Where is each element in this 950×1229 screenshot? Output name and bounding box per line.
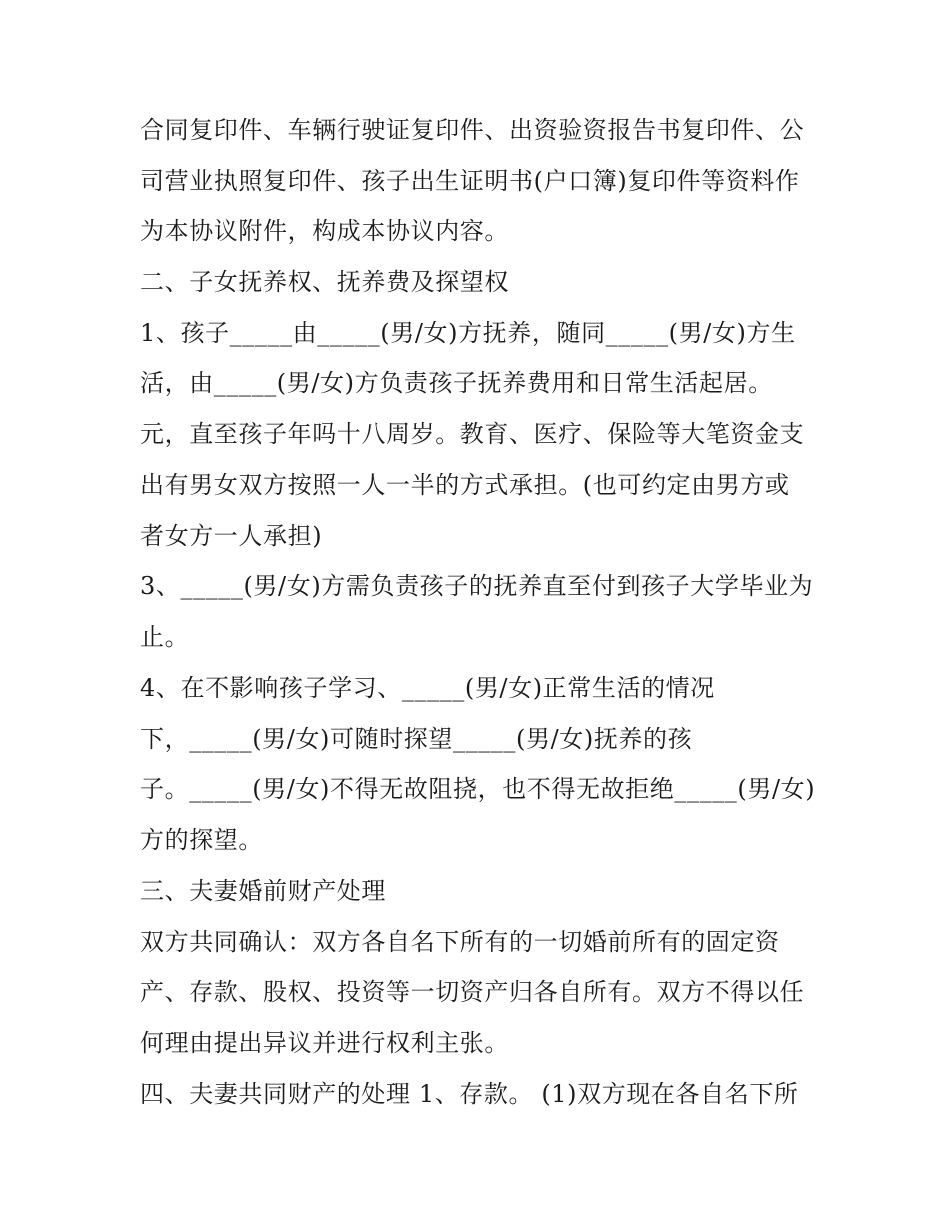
text-line-5: 1、孩子_____由_____(男/女)方抚养，随同_____(男/女)方生 (140, 319, 796, 347)
text-line-12: 4、在不影响孩子学习、_____(男/女)正常生活的情况 (140, 674, 715, 702)
text-line-11: 止。 (140, 623, 190, 651)
text-line-3: 为本协议附件，构成本协议内容。 (140, 217, 509, 245)
text-line-19: 何理由提出异议并进行权利主张。 (140, 1029, 509, 1057)
text-line-18: 产、存款、股权、投资等一切资产归各自所有。双方不得以任 (140, 978, 805, 1006)
text-line-17: 双方共同确认：双方各自名下所有的一切婚前所有的固定资 (140, 928, 780, 956)
text-line-15: 方的探望。 (140, 826, 263, 854)
text-line-7: 元，直至孩子年吗十八周岁。教育、医疗、保险等大笔资金支 (140, 420, 805, 448)
text-line-8: 出有男女双方按照一人一半的方式承担。(也可约定由男方或 (140, 471, 790, 499)
text-line-2: 司营业执照复印件、孩子出生证明书(户口簿)复印件等资料作 (140, 167, 800, 195)
text-line-1: 合同复印件、车辆行驶证复印件、出资验资报告书复印件、公 (140, 116, 805, 144)
text-line-14: 子。_____(男/女)不得无故阻挠，也不得无故拒绝_____(男/女) (140, 775, 816, 803)
text-line-9: 者女方一人承担) (140, 522, 323, 550)
section-heading-2: 二、子女抚养权、抚养费及探望权 (140, 268, 509, 296)
text-line-13: 下，_____(男/女)可随时探望_____(男/女)抚养的孩 (140, 725, 693, 753)
section-heading-4: 四、夫妻共同财产的处理 1、存款。 (1)双方现在各自名下所 (140, 1080, 799, 1108)
text-line-10: 3、_____(男/女)方需负责孩子的抚养直至付到孩子大学毕业为 (140, 572, 814, 600)
text-line-6: 活，由_____(男/女)方负责孩子抚养费用和日常生活起居。 (140, 369, 773, 397)
section-heading-3: 三、夫妻婚前财产处理 (140, 877, 386, 905)
